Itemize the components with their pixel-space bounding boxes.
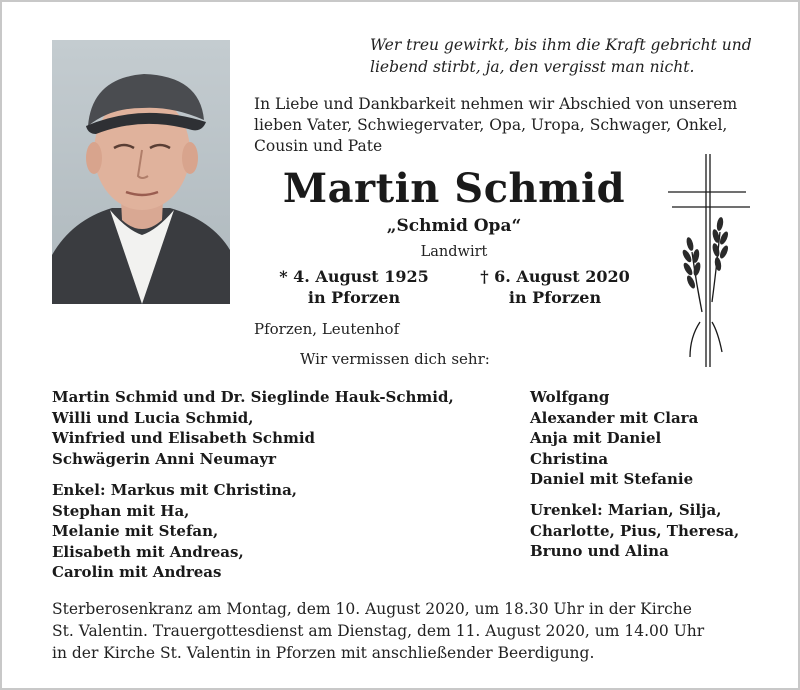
intro-line: Cousin und Pate: [254, 137, 383, 155]
intro-line: lieben Vater, Schwiegervater, Opa, Uropa, Schwager, Onkel,: [254, 116, 728, 134]
deceased-name: Martin Schmid: [282, 165, 626, 212]
motto-line: Wer treu gewirkt, bis ihm die Kraft gebricht und: [370, 36, 752, 54]
mourner-line: Melanie mit Stefan,: [52, 522, 219, 540]
mourner-line: Bruno und Alina: [530, 542, 669, 560]
birth-date: * 4. August 1925: [279, 267, 429, 286]
birth-info: [254, 266, 454, 308]
mourner-line: Carolin mit Andreas: [52, 563, 222, 581]
mourner-line: Enkel: Markus mit Christina,: [52, 481, 298, 499]
service-info: [52, 598, 752, 664]
mourner-line: Urenkel: Marian, Silja,: [530, 501, 722, 519]
mourners-others: [530, 387, 698, 490]
residence: Pforzen, Leutenhof: [254, 320, 400, 338]
intro-text: [254, 94, 774, 157]
mourner-line: Anja mit Daniel: [530, 429, 662, 447]
deceased-profession: Landwirt: [420, 244, 488, 260]
miss-text: Wir vermissen dich sehr:: [300, 350, 490, 368]
service-line: St. Valentin. Trauergottesdienst am Dienstag, dem 11. August 2020, um 14.00 Uhr: [52, 622, 705, 640]
mourners-great-grandchildren: [530, 500, 739, 562]
mourner-line: Winfried und Elisabeth Schmid: [52, 429, 316, 447]
deceased-nickname: „Schmid Opa“: [386, 216, 522, 236]
birth-place: in Pforzen: [307, 288, 401, 307]
motto-line: liebend stirbt, ja, den vergisst man nicht.: [370, 58, 695, 76]
mourner-line: Schwägerin Anni Neumayr: [52, 449, 277, 468]
mourner-line: Martin Schmid und Dr. Sieglinde Hauk-Schmid,: [52, 388, 454, 406]
mourner-line: Willi und Lucia Schmid,: [52, 408, 254, 427]
portrait-photo: [52, 40, 230, 304]
mourner-line: Charlotte, Pius, Theresa,: [530, 521, 740, 540]
death-date: † 6. August 2020: [480, 267, 630, 286]
mourner-line: Alexander mit Clara: [530, 408, 699, 427]
service-line: in der Kirche St. Valentin in Pforzen mit anschließender Beerdigung.: [52, 644, 595, 662]
mourners-children: [52, 387, 454, 469]
service-line: Sterberosenkranz am Montag, dem 10. August 2020, um 18.30 Uhr in der Kirche: [52, 600, 692, 618]
mourners-grandchildren: [52, 480, 297, 583]
death-info: [455, 266, 655, 308]
mourner-line: Wolfgang: [530, 388, 610, 406]
mourner-line: Elisabeth mit Andreas,: [52, 542, 244, 561]
cross-with-wheat-icon: [660, 152, 760, 372]
motto-quote: [370, 34, 790, 78]
death-place: in Pforzen: [508, 288, 602, 307]
intro-line: In Liebe und Dankbarkeit nehmen wir Abschied von unserem: [254, 95, 738, 113]
mourner-line: Daniel mit Stefanie: [530, 470, 694, 488]
mourner-line: Stephan mit Ha,: [52, 501, 190, 520]
mourner-line: Christina: [530, 449, 609, 468]
